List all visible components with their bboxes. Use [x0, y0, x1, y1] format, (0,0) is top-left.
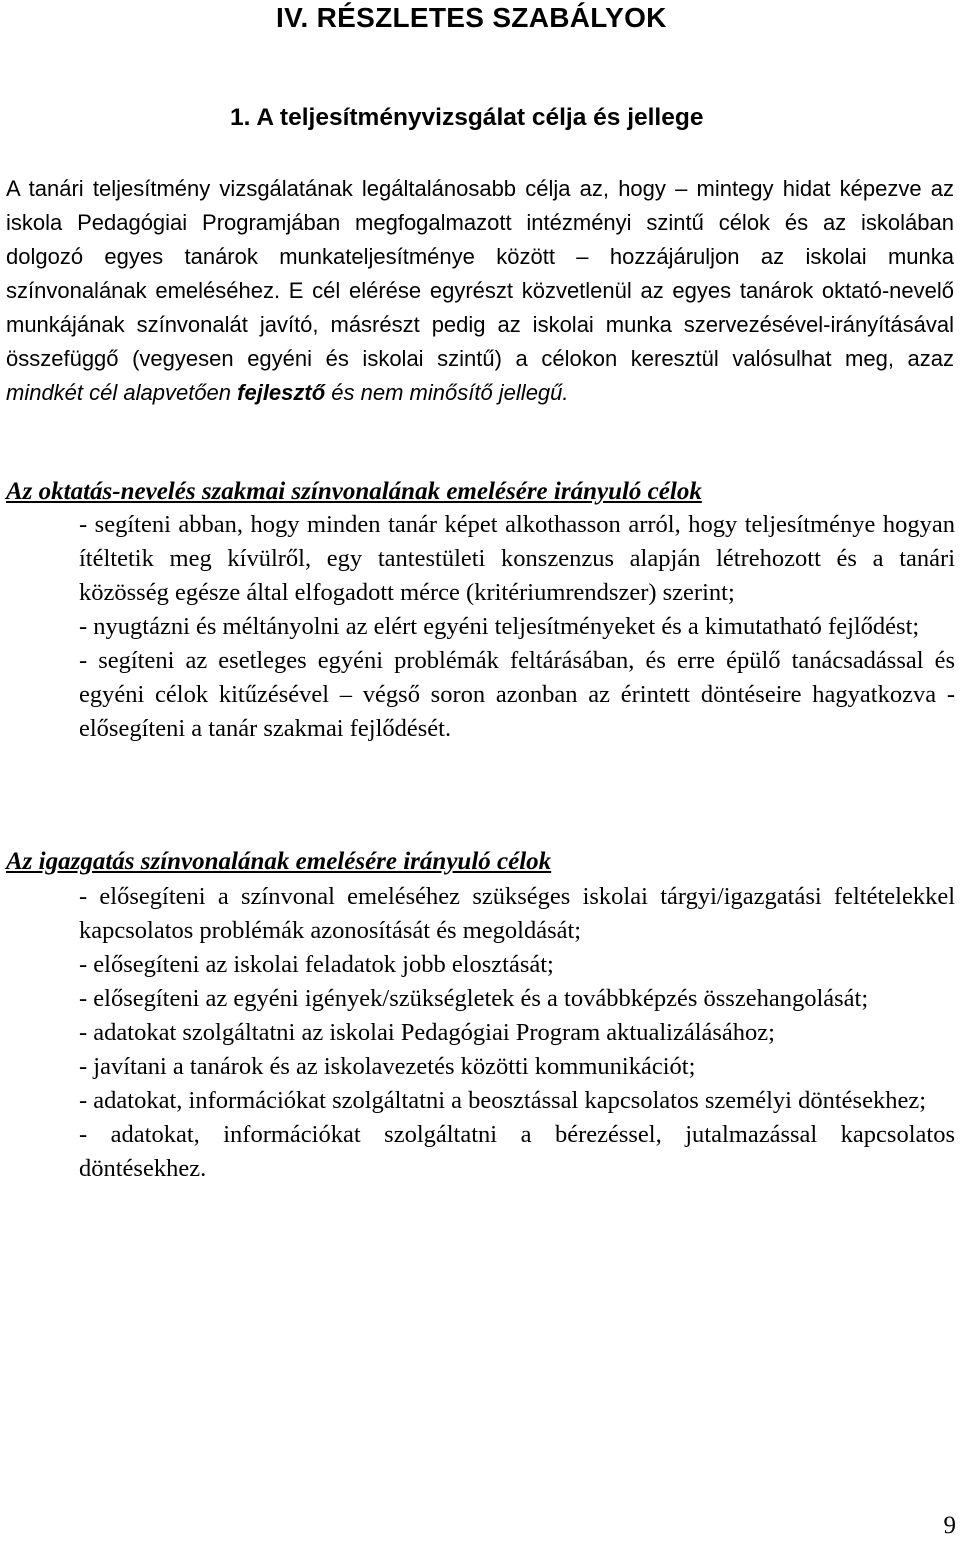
list-item: - segíteni abban, hogy minden tanár képet alkothasson arról, hogy teljesítménye hogyan ítéltetik meg kívülről, egy tantestületi konszenzus alapján létrehozott és a tanári közösség egésze által elfogadott mérce (kritériumrendszer) szerint;	[79, 511, 955, 606]
goals-heading-administration: Az igazgatás színvonalának emelésére irányuló célok	[6, 848, 552, 875]
goals-heading-teaching: Az oktatás-nevelés szakmai színvonalának emelésére irányuló célok	[6, 478, 702, 505]
section-title: 1. A teljesítményvizsgálat célja és jellege	[230, 104, 704, 131]
goals-list-administration	[79, 880, 955, 1186]
list-item: - javítani a tanárok és az iskolavezetés közötti kommunikációt;	[79, 1053, 696, 1080]
goals-list-teaching	[79, 508, 955, 746]
intro-bold-italic-text: fejlesztő	[237, 380, 326, 405]
list-item: - elősegíteni a színvonal emeléséhez szükséges iskolai tárgyi/igazgatási feltételekkel kapcsolatos problémák azonosítását és megoldását;	[79, 883, 955, 944]
list-item: - adatokat, információkat szolgáltatni a beosztással kapcsolatos személyi döntésekhez;	[79, 1087, 926, 1114]
chapter-title: IV. RÉSZLETES SZABÁLYOK	[276, 2, 667, 33]
intro-text: A tanári teljesítmény vizsgálatának legáltalánosabb célja az, hogy – mintegy hidat képezve az iskola Pedagógiai Programjában megfogalmazott intézményi szintű célok és az iskolában dolgozó egyes tanárok munkateljesítménye között – hozzájáruljon az iskolai munka színvonalának emeléséhez. E cél elérése egyrészt közvetlenül az egyes tanárok oktató-nevelő munkájának színvonalát javító, másrészt pedig az iskolai munka szervezésével-irányításával összefüggő (vegyesen egyéni és iskolai szintű) a célokon keresztül valósulhat meg, azaz	[6, 176, 954, 371]
list-item: - adatokat szolgáltatni az iskolai Pedagógiai Program aktualizálásához;	[79, 1019, 775, 1046]
list-item: - segíteni az esetleges egyéni problémák feltárásában, és erre épülő tanácsadással és egyéni célok kitűzésével – végső soron azonban az érintett döntéseire hagyatkozva - elősegíteni a tanár szakmai fejlődését.	[79, 647, 955, 742]
list-item: - adatokat, információkat szolgáltatni a bérezéssel, jutalmazással kapcsolatos döntésekhez.	[79, 1121, 955, 1182]
list-item: - elősegíteni az iskolai feladatok jobb elosztását;	[79, 951, 554, 978]
list-item: - elősegíteni az egyéni igények/szükségletek és a továbbképzés összehangolását;	[79, 985, 869, 1012]
list-item: - nyugtázni és méltányolni az elért egyéni teljesítményeket és a kimutatható fejlődést;	[79, 613, 920, 640]
intro-paragraph	[6, 172, 954, 410]
page-number: 9	[943, 1512, 956, 1539]
intro-italic-text: mindkét cél alapvetően fejlesztő és nem minősítő jellegű.	[6, 380, 569, 405]
